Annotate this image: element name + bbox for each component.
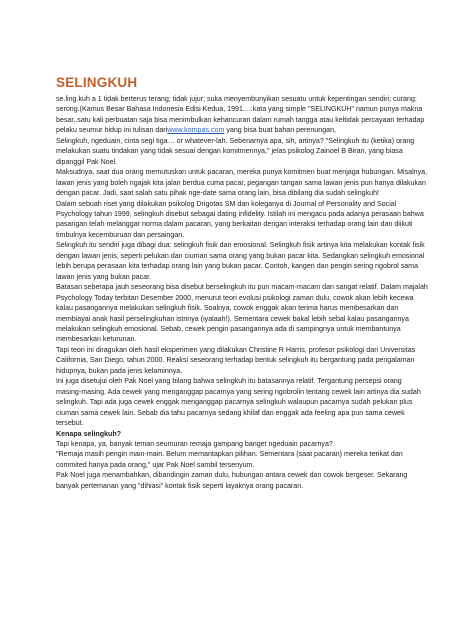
paragraph: Tapi kenapa, ya, banyak teman seumuran remaja gampang banget ngeduain pacarnya? — [56, 439, 333, 448]
paragraph: Selingkuh itu sendiri juga dibagi dua: selingkuh fisik dan emosional. Selingkuh fisik artinya kita melakukan kontak fisik dengan lawan jenis, seperti pelukan dan ciuman sama orang yang bukan pacar kita. Sedangkan selingkuh emosional lebih berupa perasaan kita terhadap orang lain yang bukan pacar. Contoh, kangen dan pengin sering ngobrol sama lawan jenis yang bukan pacar. — [56, 241, 425, 281]
section-subheading: Kenapa selingkuh? — [56, 429, 122, 438]
paragraph: Pak Noel juga menambahkan, dibandingin zaman dulu, hubungan antara cewek dan cowok bergeser. Sekarang banyak pertemanan yang "dihiasi" kontak fisik seperti layaknya orang pacaran. — [56, 471, 408, 490]
paragraph: Batasan seberapa jauh seseorang bisa disebut berselingkuh itu pun macam-macam dan sangat relatif. Dalam majalah Psychology Today terbitan Desember 2000, menurut teori evolusi psikologi zaman dulu, cowok akan lebih kecewa kalau pasangannya melakukan selingkuh fisik. Soalnya, cowok enggak akan terima harus membesarkan dan membiayai anak hasil perselingkuhan istrinya (iyalaah!). Sementara cewek bakal lebih sebal kalau pasangannya melakukan selingkuh emosional. Sebab, cewek pengin pasangannya ada di sampingnya untuk membantunya membesarkan keturunan. — [56, 283, 428, 344]
paragraph: Tapi teori ini diragukan oleh hasil eksperimen yang dilakukan Christine R Harris, profesor psikologi dari Universitas California, San Diego, tahun 2000. Reaksi seseorang terhadap bentuk selingkuh itu bergantung pada pengalaman hidupnya, bukan pada jenis kelaminnya. — [56, 345, 416, 375]
intro-text-end: yang bisa buat bahan perenungan, — [224, 126, 336, 135]
paragraph: Maksudnya, saat dua orang memutuskan untuk pacaran, mereka punya komitmen buat menjaga hubungan. Misalnya, lawan jenis yang boleh ngajak kita jalan berdua cuma pacar, pegangan tangan sama lawan jenis pun hanya dilakukan dengan pacar. Jadi, saat salah satu pihak nge-date sama orang lain, bisa dibilang dia sudah selingkuh! — [56, 168, 428, 198]
paragraph: "Remaja masih pengin main-main. Belum memantapkan pilihan. Sementara (saat pacaran) mereka terikat dan commited hanya pada orang," ujar Pak Noel sambil tersenyum. — [56, 450, 403, 469]
paragraph: Dalam sebuah riset yang dilakukan psikolog Drigotas SM dan koleganya di Journal of Personality and Social Psychology tahun 1999, selingkuh disebut sebagai dating infidelity. Istilah ini mengacu pada adanya perasaan bahwa pasangan telah melanggar norma dalam pacaran, yang berkaitan dengan interaksi terhadap orang lain dan diikuti timbulnya kecemburuan dan persaingan. — [56, 199, 424, 239]
source-link[interactable]: www.kompas.com — [167, 126, 225, 135]
document-title: SELINGKUH — [56, 75, 138, 90]
document-body — [56, 75, 428, 491]
intro-paragraph — [56, 94, 428, 136]
paragraph: Ini juga disetujui oleh Pak Noel yang bilang bahwa selingkuh itu batasannya relatif. Tergantung persepsi orang masing-masing. Ada cewek yang menganggap pacarnya yang sering ngobrolin tentang cewek lain artinya dia sudah selingkuh. Tapi ada juga cewek enggak menganggap pacarnya selingkuh walaupun pacarnya sudah pelukan plus ciuman sama cewek lain. Sebab dia tahu pacarnya sedang khilaf dan enggak ada feeling apa pun sama cewek tersebut. — [56, 377, 421, 428]
intro-text: se.ling.kuh a 1 tidak berterus terang; tidak jujur; suka menyembunyikan sesuatu untuk kepentingan sendiri; curang; serong.(Kamus Besar Bahasa Indonesia Edisi Kedua, 1991.....kata yang simple "SELINGKUH" namun punya makna besar..satu kali perbuatan saja bisa menimbulkan kehancuran dalam rumah tangga atau keltidak percayaan terhadap pelaku seumur hidup ini tulisan dari — [56, 95, 425, 135]
paragraph: Selingkuh, ngeduain, cinta segi tiga… or whatever-lah. Sebenarnya apa, sih, artinya? "Selingkuh itu (ketika) orang melakukan suatu tindakan yang tidak sesuai dengan komitmennya," jelas psikolog Zainoel B Biran, yang biasa dipanggil Pak Noel. — [56, 136, 415, 166]
